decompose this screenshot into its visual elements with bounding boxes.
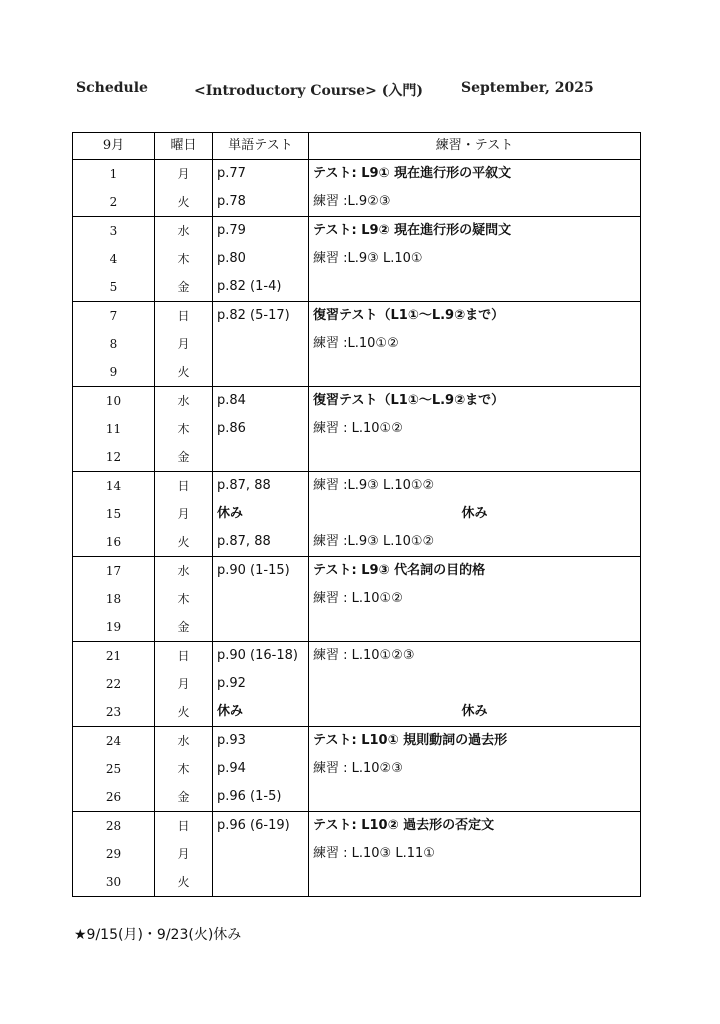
weekday-cell: 水 <box>155 387 213 416</box>
practice-test-cell: 練習 :L.10①② <box>309 330 641 358</box>
table-row <box>73 302 641 331</box>
day-cell: 8 <box>73 330 155 358</box>
column-header-practice-test: 練習・テスト <box>309 133 641 160</box>
word-test-cell: p.90 (1-15) <box>213 557 309 586</box>
table-row <box>73 755 641 783</box>
day-cell: 28 <box>73 812 155 841</box>
practice-test-cell: テスト: L9② 現在進行形の疑問文 <box>309 217 641 246</box>
table-row <box>73 358 641 387</box>
table-row <box>73 783 641 812</box>
table-row <box>73 613 641 642</box>
practice-test-cell: 練習 :L.9③ L.10①② <box>309 472 641 501</box>
weekday-cell: 火 <box>155 528 213 557</box>
day-cell: 9 <box>73 358 155 387</box>
word-test-cell <box>213 585 309 613</box>
weekday-cell: 火 <box>155 358 213 387</box>
day-cell: 5 <box>73 273 155 302</box>
day-cell: 14 <box>73 472 155 501</box>
weekday-cell: 金 <box>155 613 213 642</box>
table-row <box>73 443 641 472</box>
day-cell: 25 <box>73 755 155 783</box>
table-row <box>73 585 641 613</box>
day-cell: 18 <box>73 585 155 613</box>
day-cell: 24 <box>73 727 155 756</box>
document-title <box>76 80 680 104</box>
word-test-cell: p.93 <box>213 727 309 756</box>
table-row <box>73 642 641 671</box>
practice-test-cell <box>309 670 641 698</box>
practice-test-cell: 復習テスト（L1①～L.9②まで） <box>309 387 641 416</box>
word-test-cell: p.78 <box>213 188 309 217</box>
practice-test-cell: 練習 : L.10②③ <box>309 755 641 783</box>
schedule-body <box>73 160 641 897</box>
practice-test-cell <box>309 443 641 472</box>
day-cell: 22 <box>73 670 155 698</box>
table-row <box>73 188 641 217</box>
practice-test-cell: 練習 :L.9③ L.10①② <box>309 528 641 557</box>
table-row <box>73 698 641 727</box>
weekday-cell: 月 <box>155 330 213 358</box>
weekday-cell: 金 <box>155 273 213 302</box>
day-cell: 7 <box>73 302 155 331</box>
weekday-cell: 木 <box>155 415 213 443</box>
word-test-cell: p.84 <box>213 387 309 416</box>
day-cell: 10 <box>73 387 155 416</box>
table-row <box>73 245 641 273</box>
table-row <box>73 727 641 756</box>
day-cell: 15 <box>73 500 155 528</box>
day-cell: 12 <box>73 443 155 472</box>
word-test-cell: p.90 (16-18) <box>213 642 309 671</box>
table-row <box>73 415 641 443</box>
day-cell: 16 <box>73 528 155 557</box>
schedule-table <box>72 132 641 897</box>
practice-test-cell <box>309 783 641 812</box>
practice-test-cell: 休み <box>309 698 641 727</box>
day-cell: 29 <box>73 840 155 868</box>
word-test-cell: p.82 (5-17) <box>213 302 309 331</box>
practice-test-cell <box>309 273 641 302</box>
weekday-cell: 月 <box>155 160 213 189</box>
table-header-row <box>73 133 641 160</box>
table-row <box>73 273 641 302</box>
day-cell: 21 <box>73 642 155 671</box>
table-row <box>73 217 641 246</box>
day-cell: 2 <box>73 188 155 217</box>
weekday-cell: 月 <box>155 500 213 528</box>
practice-test-cell: テスト: L9① 現在進行形の平叙文 <box>309 160 641 189</box>
day-cell: 30 <box>73 868 155 897</box>
word-test-cell: p.96 (1-5) <box>213 783 309 812</box>
word-test-cell <box>213 443 309 472</box>
day-cell: 1 <box>73 160 155 189</box>
practice-test-cell: 練習 : L.10③ L.11① <box>309 840 641 868</box>
day-cell: 23 <box>73 698 155 727</box>
practice-test-cell <box>309 613 641 642</box>
practice-test-cell: テスト: L9③ 代名詞の目的格 <box>309 557 641 586</box>
column-header-weekday: 曜日 <box>155 133 213 160</box>
weekday-cell: 金 <box>155 783 213 812</box>
weekday-cell: 木 <box>155 585 213 613</box>
weekday-cell: 金 <box>155 443 213 472</box>
word-test-cell: p.80 <box>213 245 309 273</box>
word-test-cell <box>213 358 309 387</box>
month-label: September, 2025 <box>461 80 594 96</box>
table-row <box>73 528 641 557</box>
practice-test-cell: テスト: L10① 規則動詞の過去形 <box>309 727 641 756</box>
weekday-cell: 木 <box>155 755 213 783</box>
weekday-cell: 日 <box>155 812 213 841</box>
weekday-cell: 火 <box>155 698 213 727</box>
weekday-cell: 日 <box>155 642 213 671</box>
table-row <box>73 472 641 501</box>
practice-test-cell: テスト: L10② 過去形の否定文 <box>309 812 641 841</box>
day-cell: 3 <box>73 217 155 246</box>
word-test-cell <box>213 868 309 897</box>
word-test-cell: p.86 <box>213 415 309 443</box>
table-row <box>73 670 641 698</box>
word-test-cell: p.87, 88 <box>213 528 309 557</box>
table-row <box>73 330 641 358</box>
word-test-cell: p.87, 88 <box>213 472 309 501</box>
column-header-day: 9月 <box>73 133 155 160</box>
word-test-cell: p.77 <box>213 160 309 189</box>
word-test-cell <box>213 840 309 868</box>
course-label: <Introductory Course> (入門) <box>194 83 423 99</box>
weekday-cell: 木 <box>155 245 213 273</box>
word-test-cell: 休み <box>213 698 309 727</box>
word-test-cell <box>213 613 309 642</box>
weekday-cell: 日 <box>155 472 213 501</box>
practice-test-cell: 練習 : L.10①② <box>309 415 641 443</box>
weekday-cell: 月 <box>155 670 213 698</box>
table-row <box>73 840 641 868</box>
table-row <box>73 812 641 841</box>
table-row <box>73 387 641 416</box>
word-test-cell: p.92 <box>213 670 309 698</box>
word-test-cell <box>213 330 309 358</box>
day-cell: 17 <box>73 557 155 586</box>
weekday-cell: 月 <box>155 840 213 868</box>
word-test-cell: p.96 (6-19) <box>213 812 309 841</box>
practice-test-cell: 練習 :L.9②③ <box>309 188 641 217</box>
practice-test-cell: 休み <box>309 500 641 528</box>
word-test-cell: p.94 <box>213 755 309 783</box>
weekday-cell: 日 <box>155 302 213 331</box>
practice-test-cell <box>309 868 641 897</box>
practice-test-cell: 復習テスト（L1①～L.9②まで） <box>309 302 641 331</box>
weekday-cell: 水 <box>155 727 213 756</box>
weekday-cell: 水 <box>155 557 213 586</box>
day-cell: 19 <box>73 613 155 642</box>
holiday-note: ★9/15(月)・9/23(火)休み <box>74 927 242 943</box>
table-row <box>73 160 641 189</box>
practice-test-cell: 練習 :L.9③ L.10① <box>309 245 641 273</box>
weekday-cell: 水 <box>155 217 213 246</box>
word-test-cell: p.79 <box>213 217 309 246</box>
day-cell: 4 <box>73 245 155 273</box>
weekday-cell: 火 <box>155 868 213 897</box>
practice-test-cell <box>309 358 641 387</box>
column-header-word-test: 単語テスト <box>213 133 309 160</box>
practice-test-cell: 練習 : L.10①② <box>309 585 641 613</box>
weekday-cell: 火 <box>155 188 213 217</box>
schedule-label: Schedule <box>76 80 148 96</box>
day-cell: 11 <box>73 415 155 443</box>
practice-test-cell: 練習 : L.10①②③ <box>309 642 641 671</box>
table-row <box>73 557 641 586</box>
table-row <box>73 500 641 528</box>
word-test-cell: 休み <box>213 500 309 528</box>
table-row <box>73 868 641 897</box>
word-test-cell: p.82 (1-4) <box>213 273 309 302</box>
day-cell: 26 <box>73 783 155 812</box>
